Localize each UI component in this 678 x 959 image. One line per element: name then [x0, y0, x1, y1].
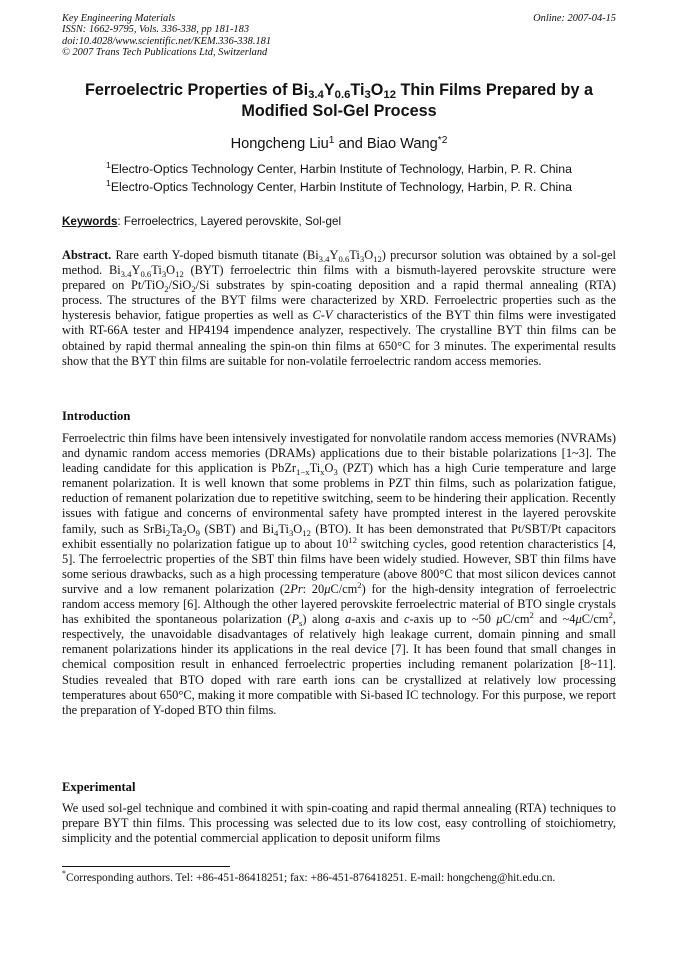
footnote-text: Corresponding authors. Tel: +86-451-86418251; fax: +86-451-876418251. E-mail: hongcheng@hit.edu.cn. [65, 872, 556, 884]
abstract-label: Abstract. [62, 248, 112, 262]
footnote-divider [62, 866, 230, 867]
paper-title: Ferroelectric Properties of $Bi_{3.4}Y_{0.6}Ti_3O_{12}$ Thin Films Prepared by a Modified Sol-Gel Process [84, 81, 594, 120]
author-list: Hongcheng Liu$^1$ and Biao Wang$^{*2}$ [230, 135, 448, 152]
affiliation-2: $^1$Electro-Optics Technology Center, Harbin Institute of Technology, Harbin, P. R. China [106, 178, 572, 194]
author-1: Hongcheng Liu [230, 136, 329, 152]
introduction-text: Ferroelectric thin films have been intensively investigated for nonvolatile random access memories (NVRAMs) and dynamic random access memories (DRAMs) applications due to their bistable polarizations [1~3]. The leading candidate for this application is $PbZr_{1-x}Ti_xO_3$ (PZT) which has a high Curie temperature and large remanent polarization. It is well known that some problems in PZT thin films, such as polarization fatigue, reduction of remanent polarization due to repetitive switching, seem to be hindering their application. Recently issues with fatigue and concerns of environmental safety have prompted interest in the layered perovskite family, such as $SrBi_2Ta_2O_9$ (SBT) and $Bi_4Ti_3O_{12}$ (BTO). It has been demonstrated that Pt/SBT/Pt capacitors exhibit essentially no polarization fatigue up to about $10^{12}$ switching cycles, good retention characteristics [4, 5]. The ferroelectric properties of the SBT thin films have been widely studied. However, SBT thin films have some serious drawbacks, such as a high processing temperature (above 800°C that most silicon devices cannot survive and a low remanent polarization (2Pr: $20\mu C/cm^2$) for the high-density integration of ferroelectric random access memory [6]. Although the other layered perovskite ferroelectric material of BTO single crystals has exhibited the spontaneous polarization $(P_s)$ along a-axis and c-axis up to ~50 $\mu C/cm^2$ and $\sim 4\mu C/cm^2$, respectively, the unavoidable disadvantages of relatively high leakage current, domain pinning and small remanent polarizations hinder its applications in the real device [7]. It has been found that small changes in chemical composition result in enhanced ferroelectric properties including remanent polarization [8~11]. Studies revealed that BTO doped with rare earth ions can be crystallized at relatively low processing temperatures about 650°C, making it more compatible with Si-based IC technology. For this purpose, we report the preparation of Y-doped BTO thin films. [62, 431, 617, 717]
author-2: Biao Wang [366, 136, 438, 152]
journal-name: Key Engineering Materials [62, 13, 176, 24]
doi-line: doi:10.4028/www.scientific.net/KEM.336-338.181 [62, 35, 272, 47]
abstract: Abstract. Rare earth Y-doped bismuth titanate $(Bi_{3.4}Y_{0.6}Ti_3O_{12})$ precursor solution was obtained by a sol-gel method. $Bi_{3.4}Y_{0.6}Ti_3O_{12}$ (BYT) ferroelectric thin films with a bismuth-layered perovskite structure were prepared on Pt/TiO$_2$/SiO$_2$/Si substrates by spin-coating deposition and a rapid thermal annealing (RTA) process. The structures of the BYT films were characterized by XRD. Ferroelectric properties such as the hysteresis behavior, fatigue properties as well as C-V characteristics of the BYT thin films were investigated with RT-66A tester and HP4194 impendence analyzer, respectively. The crystalline BYT thin films can be obtained by rapid thermal annealing the spin-on thin films at 650°C for 3 minutes. The experimental results show that the BYT thin films are suitable for non-volatile ferroelectric random access memories. [62, 248, 617, 368]
footnote: *Corresponding authors. Tel: +86-451-86418251; fax: +86-451-876418251. E-mail: hongcheng@hit.edu.cn. [62, 869, 556, 884]
experimental-heading: Experimental [62, 780, 136, 794]
affiliation-1: $^1$Electro-Optics Technology Center, Harbin Institute of Technology, Harbin, P. R. China [106, 160, 572, 176]
copyright-line: © 2007 Trans Tech Publications Ltd, Switzerland [62, 46, 268, 58]
issn-line: ISSN: 1662-9795, Vols. 336-338, pp 181-183 [62, 24, 250, 36]
online-date: Online: 2007-04-15 [533, 13, 616, 24]
keywords-label: Keywords [62, 215, 118, 228]
introduction-heading: Introduction [62, 409, 131, 423]
running-header [62, 13, 616, 58]
experimental-text: We used sol-gel technique and combined it with spin-coating and rapid thermal annealing (RTA) techniques to prepare BYT thin films. This processing was selected due to its low cost, easy controlling of stoichiometry, simplicity and the potential commercial application to deposit uniform films [62, 801, 616, 846]
keywords: Keywords: Ferroelectrics, Layered perovskite, Sol-gel [62, 215, 342, 228]
